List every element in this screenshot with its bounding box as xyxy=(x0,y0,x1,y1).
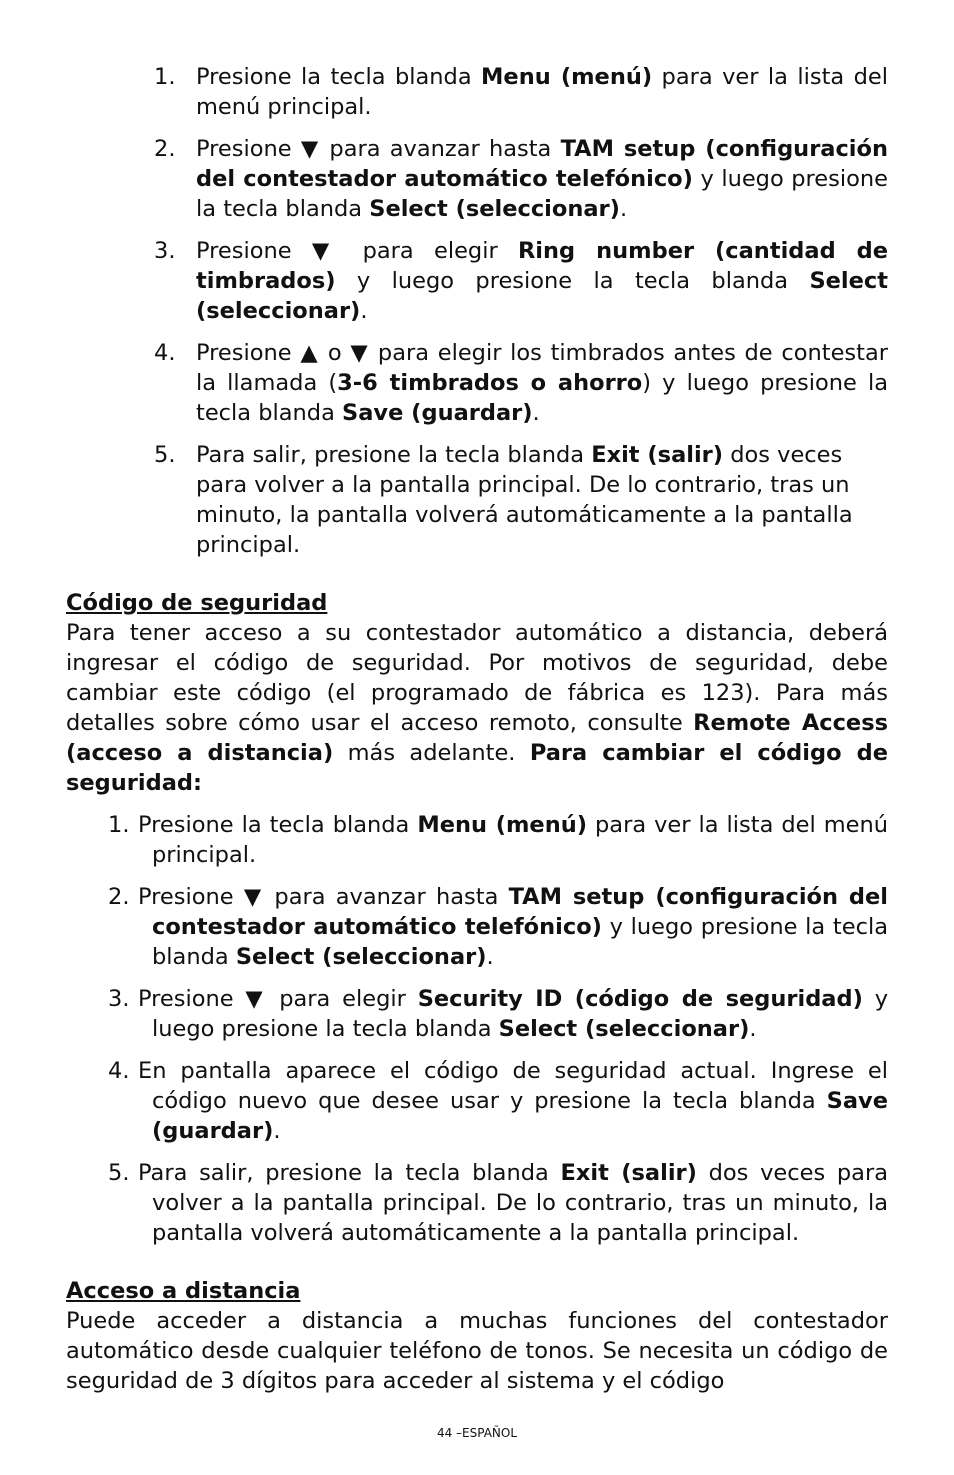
section-heading-remote-access: Acceso a distancia xyxy=(66,1278,301,1304)
security-code-paragraph: Para tener acceso a su contestador automático a distancia, deberá ingresar el código de seguridad. Por motivos de seguridad, debe cambiar este código (el programado de fábrica es 123). Para más detalles sobre cómo usar el acceso remoto, consulte Remote Access (acceso a distancia) más adelante. Para cambiar el código de seguridad: xyxy=(66,620,888,796)
list-item: 1. Presione la tecla blanda Menu (menú) para ver la lista del menú principal. xyxy=(154,64,888,120)
step-number: 4. xyxy=(108,1058,130,1084)
step-number: 1. xyxy=(154,64,176,90)
section-heading-security-code: Código de seguridad xyxy=(66,590,328,616)
page-footer: 44 –ESPAÑOL xyxy=(436,1426,518,1440)
step-number: 1. xyxy=(108,812,130,838)
list-item: 4. En pantalla aparece el código de seguridad actual. Ingrese el código nuevo que desee usar y presione la tecla blanda Save (guardar). xyxy=(108,1058,888,1144)
list-item: 5. Para salir, presione la tecla blanda Exit (salir) dos veces para volver a la pantalla principal. De lo contrario, tras un minuto, la pantalla volverá automáticamente a la pantalla principal. xyxy=(154,442,853,558)
list-item: 4. Presione ▲ o ▼ para elegir los timbrados antes de contestar la llamada (3-6 timbrados o ahorro) y luego presione la tecla blanda Save (guardar). xyxy=(154,340,888,426)
step-number: 3. xyxy=(108,986,130,1012)
list-item: 2. Presione ▼ para avanzar hasta TAM setup (configuración del contestador automático telefónico) y luego presione la tecla blanda Select (seleccionar). xyxy=(154,136,888,222)
list-item: 3. Presione ▼ para elegir Security ID (código de seguridad) y luego presione la tecla blanda Select (seleccionar). xyxy=(108,986,889,1042)
list-item: 3. Presione ▼ para elegir Ring number (cantidad de timbrados) y luego presione la tecla blanda Select (seleccionar). xyxy=(154,238,889,324)
document-page xyxy=(66,62,888,1396)
step-number: 5. xyxy=(154,442,176,468)
remote-access-paragraph: Puede acceder a distancia a muchas funciones del contestador automático desde cualquier teléfono de tonos. Se necesita un código de seguridad de 3 dígitos para acceder al sistema y el código xyxy=(66,1308,888,1394)
step-number: 2. xyxy=(154,136,176,162)
step-number: 4. xyxy=(154,340,176,366)
list-item: 5. Para salir, presione la tecla blanda Exit (salir) dos veces para volver a la pantalla principal. De lo contrario, tras un minuto, la pantalla volverá automáticamente a la pantalla principal. xyxy=(108,1160,889,1246)
step-number: 2. xyxy=(108,884,130,910)
step-number: 3. xyxy=(154,238,176,264)
security-code-steps xyxy=(66,810,888,1248)
list-item: 1. Presione la tecla blanda Menu (menú) para ver la lista del menú principal. xyxy=(108,812,888,868)
step-number: 5. xyxy=(108,1160,130,1186)
tam-ring-steps xyxy=(66,62,888,560)
list-item: 2. Presione ▼ para avanzar hasta TAM setup (configuración del contestador automático telefónico) y luego presione la tecla blanda Select (seleccionar). xyxy=(108,884,888,970)
